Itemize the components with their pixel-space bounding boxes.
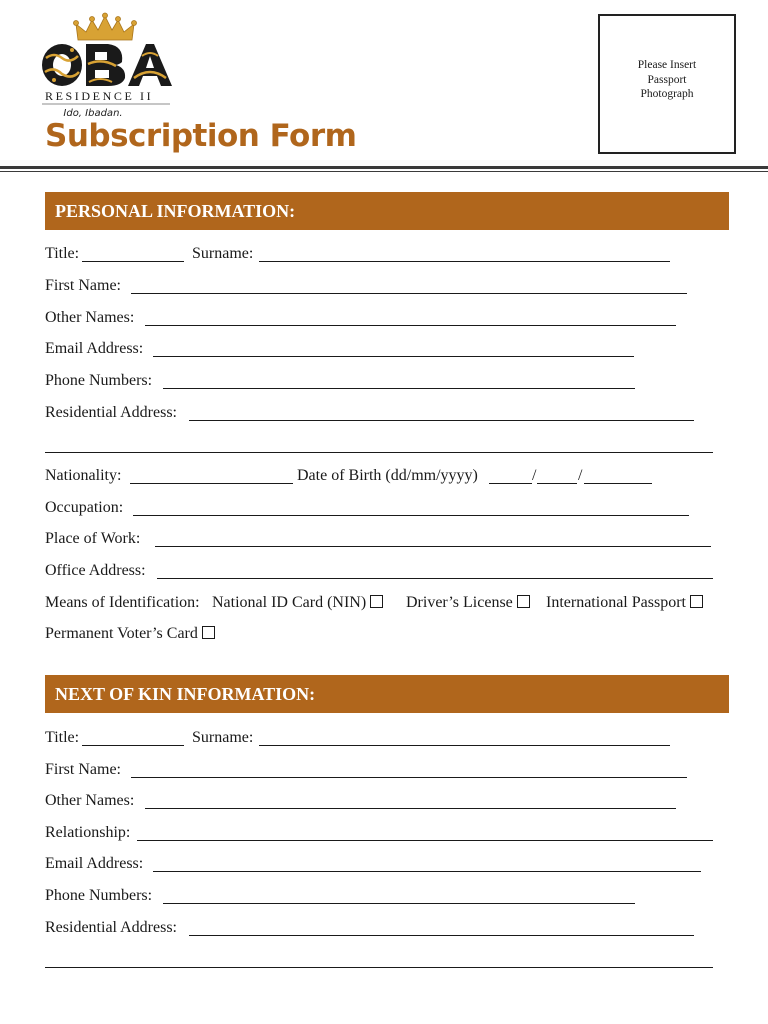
passport-photo-box[interactable] [598,14,736,154]
section-heading-personal: PERSONAL INFORMATION: [45,192,729,230]
occupation-field[interactable] [133,515,689,516]
row-office-address [45,561,729,583]
id-option-voters-card-label: Permanent Voter’s Card [45,625,198,642]
checkbox-intl-passport[interactable] [690,595,703,608]
letter-b [86,44,125,86]
surname-field[interactable] [259,261,670,262]
dob-separator: / [532,467,537,484]
title-label: Title: [45,245,80,262]
kin-first-name-field[interactable] [131,777,687,778]
id-option-voters-card[interactable] [45,624,215,644]
kin-phone-field[interactable] [163,903,635,904]
row-occupation [45,498,729,520]
letter-a [128,44,172,86]
kin-relationship-field[interactable] [137,840,713,841]
letter-o [42,44,82,86]
residential-address-field[interactable] [189,420,694,421]
kin-residential-address-field[interactable] [189,935,694,936]
phone-label: Phone Numbers: [45,372,153,389]
kin-email-field[interactable] [153,871,701,872]
row-kin-phone [45,886,729,908]
kin-relationship-label: Relationship: [45,824,131,841]
dob-separator: / [578,467,583,484]
id-option-drivers-license[interactable] [406,593,530,613]
checkbox-nin[interactable] [370,595,383,608]
email-field[interactable] [153,356,634,357]
title-field[interactable] [82,261,184,262]
checkbox-voters-card[interactable] [202,626,215,639]
page-title: Subscription Form [45,118,357,154]
kin-surname-field[interactable] [259,745,670,746]
photo-box-text: Please Insert [637,59,697,71]
kin-email-label: Email Address: [45,855,144,872]
id-option-intl-passport[interactable] [546,593,703,613]
row-kin-title-surname [45,728,729,750]
phone-field[interactable] [163,388,635,389]
surname-label: Surname: [192,245,254,262]
row-place-of-work [45,529,729,551]
row-kin-other-names [45,791,729,813]
other-names-label: Other Names: [45,309,135,326]
kin-title-label: Title: [45,729,80,746]
row-other-names [45,308,729,330]
first-name-field[interactable] [131,293,687,294]
nationality-field[interactable] [130,483,293,484]
divider [0,166,768,169]
row-phone [45,371,729,393]
dob-year-field[interactable] [584,483,652,484]
row-kin-first-name [45,760,729,782]
id-option-drivers-license-label: Driver’s License [406,594,513,611]
row-kin-relationship [45,823,729,845]
row-kin-email [45,854,729,876]
dob-label: Date of Birth (dd/mm/yyyy) [297,467,478,484]
kin-residential-address-field-line2[interactable] [45,967,713,968]
row-first-name [45,276,729,298]
row-email [45,339,729,361]
row-residential [45,403,729,425]
logo-subtitle: RESIDENCE II [45,89,154,103]
row-nationality-dob [45,466,729,488]
first-name-label: First Name: [45,277,121,294]
crown-icon [74,13,137,40]
kin-title-field[interactable] [82,745,184,746]
row-kin-residential [45,918,729,940]
id-option-intl-passport-label: International Passport [546,594,686,611]
kin-phone-label: Phone Numbers: [45,887,153,904]
kin-other-names-label: Other Names: [45,792,135,809]
photo-box-text: Passport [647,73,687,86]
kin-first-name-label: First Name: [45,761,121,778]
logo-location: Ido, Ibadan. [63,108,123,119]
checkbox-drivers-license[interactable] [517,595,530,608]
place-of-work-field[interactable] [155,546,711,547]
divider [0,171,768,172]
row-means-of-id [45,593,729,615]
occupation-label: Occupation: [45,499,124,516]
other-names-field[interactable] [145,325,676,326]
kin-other-names-field[interactable] [145,808,676,809]
kin-surname-label: Surname: [192,729,254,746]
office-address-label: Office Address: [45,562,146,579]
residential-address-label: Residential Address: [45,404,177,421]
dob-month-field[interactable] [537,483,577,484]
kin-residential-address-label: Residential Address: [45,919,177,936]
office-address-field[interactable] [157,578,713,579]
email-label: Email Address: [45,340,144,357]
row-title-surname [45,244,729,266]
means-of-id-label: Means of Identification: [45,594,200,611]
nationality-label: Nationality: [45,467,122,484]
place-of-work-label: Place of Work: [45,530,141,547]
residential-address-field-line2[interactable] [45,452,713,453]
id-option-nin[interactable] [212,593,383,613]
row-voters-card [45,624,729,646]
section-heading-next-of-kin: NEXT OF KIN INFORMATION: [45,675,729,713]
dob-day-field[interactable] [489,483,532,484]
id-option-nin-label: National ID Card (NIN) [212,594,367,611]
photo-box-text: Photograph [640,88,694,100]
